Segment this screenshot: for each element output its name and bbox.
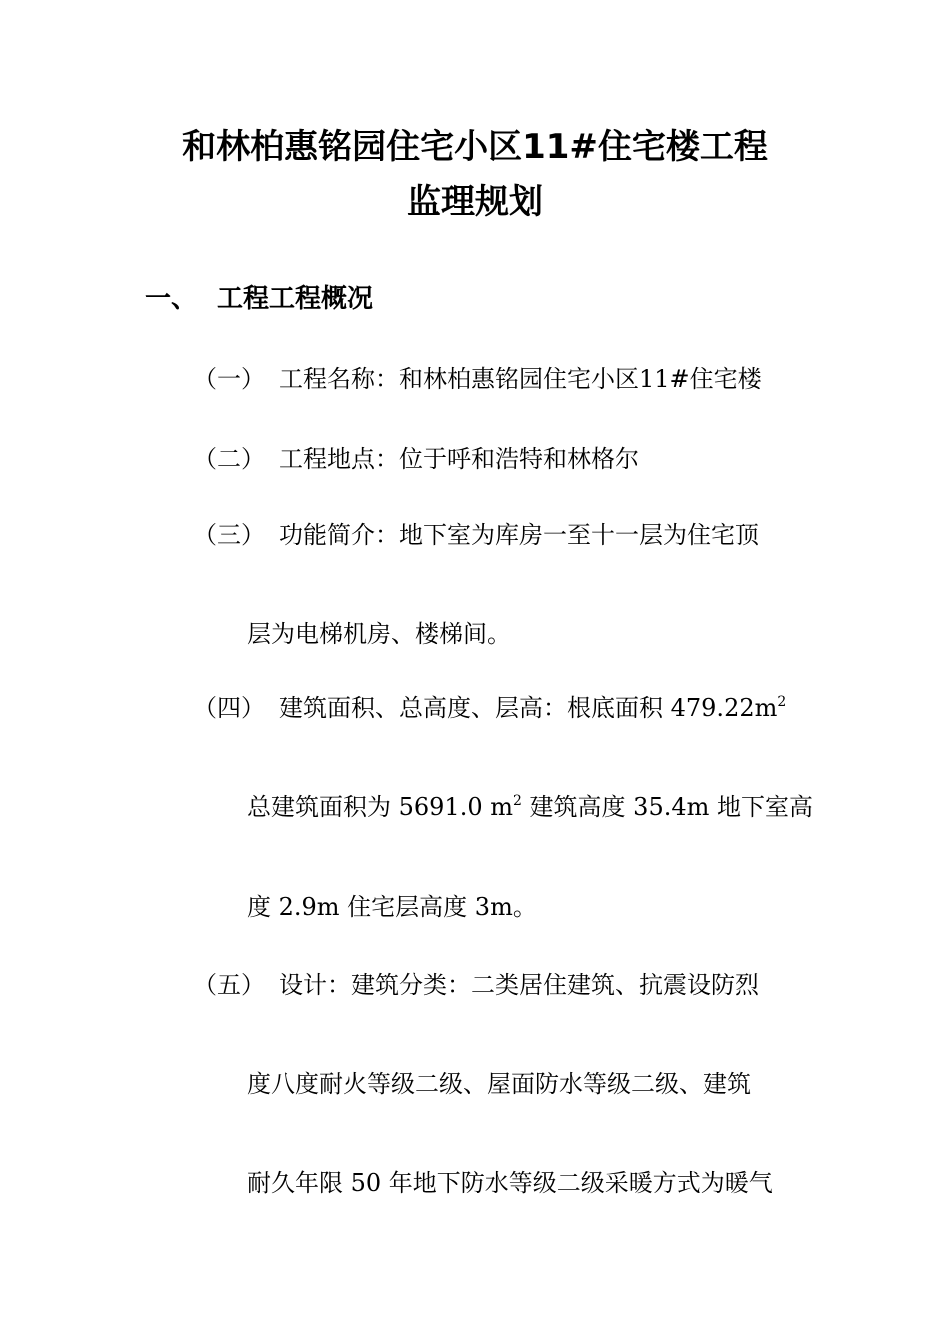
document-title: 和林柏惠铭园住宅小区11#住宅楼工程 (182, 127, 768, 167)
superscript: 2 (777, 694, 787, 710)
section-number: 一、 (145, 284, 198, 314)
item-text-continued: 耐久年限 50 年地下防水等级二级采暖方式为暖气 (247, 1169, 773, 1197)
item-marker: （五） (193, 971, 265, 999)
item-marker: （四） (193, 694, 265, 722)
item-text-continued: 度 2.9m 住宅层高度 3m。 (247, 893, 537, 921)
item-text: 工程名称：和林柏惠铭园住宅小区11#住宅楼 (279, 365, 762, 393)
item-text: 工程地点：位于呼和浩特和林格尔 (279, 445, 639, 473)
item-text-continued (247, 789, 813, 825)
section-title: 工程工程概况 (217, 284, 374, 314)
item-text: 建筑高度 35.4m 地下室高 (521, 793, 814, 821)
superscript: 2 (513, 793, 522, 809)
item-marker: （二） (193, 445, 265, 473)
item-text: 总建筑面积为 5691.0 m (247, 793, 513, 821)
item-text: 设计：建筑分类：二类居住建筑、抗震设防烈 (279, 971, 759, 999)
item-text-continued: 度八度耐火等级二级、屋面防水等级二级、建筑 (247, 1070, 751, 1098)
list-item (193, 690, 786, 726)
item-marker: （一） (193, 365, 265, 393)
list-item (193, 517, 759, 553)
item-text: 建筑面积、总高度、层高：根底面积 479.22m (279, 694, 778, 722)
item-text: 功能简介：地下室为库房一至十一层为住宅顶 (279, 521, 759, 549)
list-item (193, 441, 639, 477)
list-item (193, 967, 759, 1003)
item-marker: （三） (193, 521, 265, 549)
list-item (193, 361, 762, 397)
document-subtitle: 监理规划 (407, 182, 543, 222)
item-text-continued: 层为电梯机房、楼梯间。 (247, 620, 511, 648)
section-heading-1 (145, 281, 373, 317)
